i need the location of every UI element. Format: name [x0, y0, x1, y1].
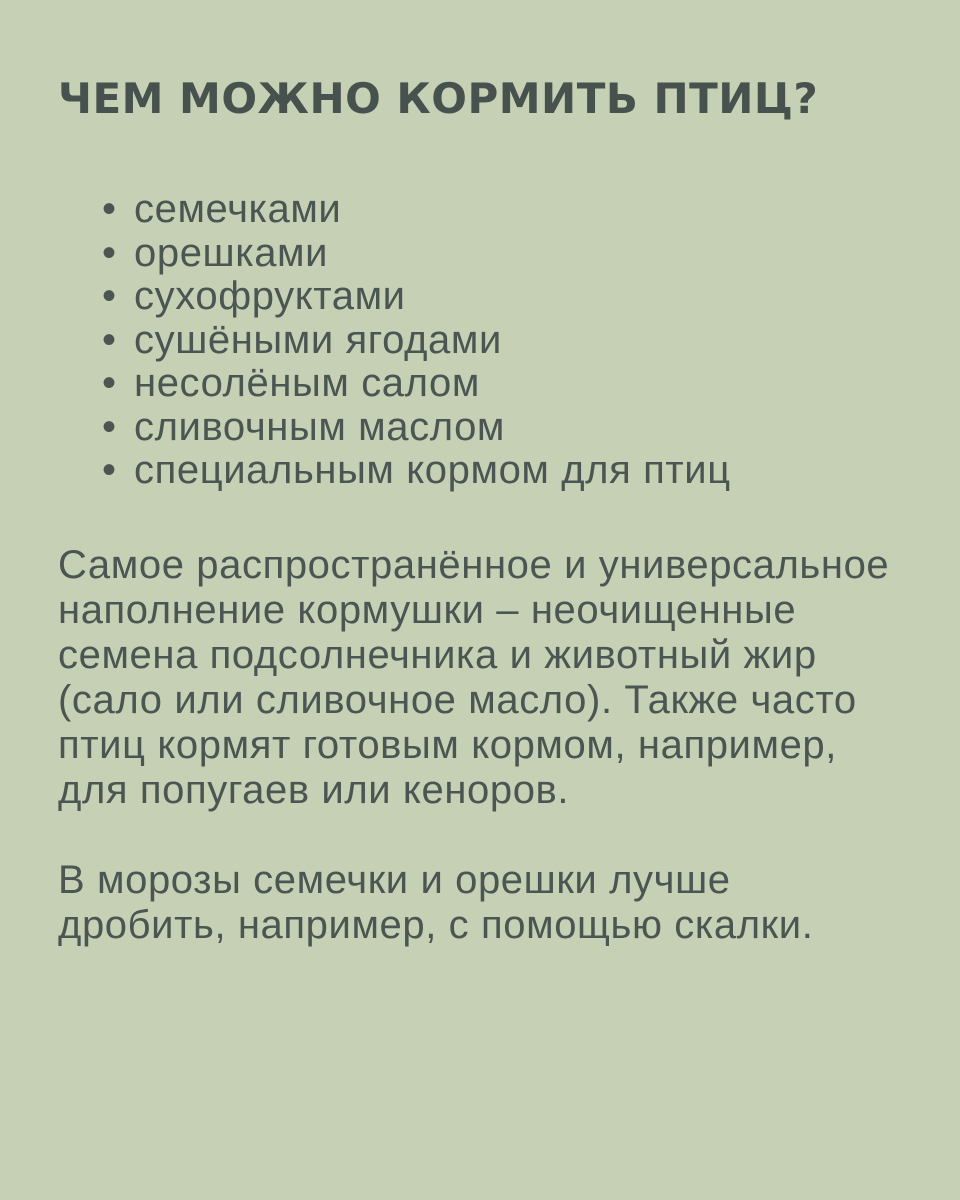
- bullet-icon: •: [102, 404, 117, 449]
- list-item: [102, 188, 918, 232]
- food-list: [58, 188, 918, 493]
- list-item: [102, 275, 918, 319]
- list-item-text: несолёным салом: [134, 361, 480, 405]
- list-item-text: специальным кормом для птиц: [134, 448, 731, 492]
- list-item: [102, 406, 918, 450]
- page-title: ЧЕМ МОЖНО КОРМИТЬ ПТИЦ?: [58, 74, 819, 123]
- bullet-icon: •: [102, 274, 117, 318]
- bullet-icon: •: [102, 361, 117, 405]
- list-item-text: сухофруктами: [134, 274, 406, 318]
- list-item-text: семечками: [134, 187, 342, 231]
- content-card: [58, 70, 918, 948]
- list-item-text: сливочным маслом: [134, 404, 506, 449]
- bullet-icon: •: [102, 317, 117, 362]
- bullet-icon: •: [102, 448, 117, 492]
- list-item: [102, 232, 918, 276]
- list-item: [102, 362, 918, 406]
- list-item: [102, 319, 918, 363]
- list-item-text: орешками: [134, 230, 329, 275]
- paragraph-tip: В морозы семечки и орешки лучше дробить, например, с помощью скалки.: [58, 857, 814, 947]
- list-item: [102, 449, 918, 493]
- bullet-icon: •: [102, 187, 117, 231]
- list-item-text: сушёными ягодами: [134, 317, 502, 362]
- paragraph-main: Самое распространённое и универсальное наполнение кормушки – неочищенные семена подсолнечника и животный жир (сало или сливочное масло). Также часто птиц кормят готовым кормом, например, для попугаев или кеноров.: [58, 542, 890, 812]
- bullet-icon: •: [102, 230, 117, 275]
